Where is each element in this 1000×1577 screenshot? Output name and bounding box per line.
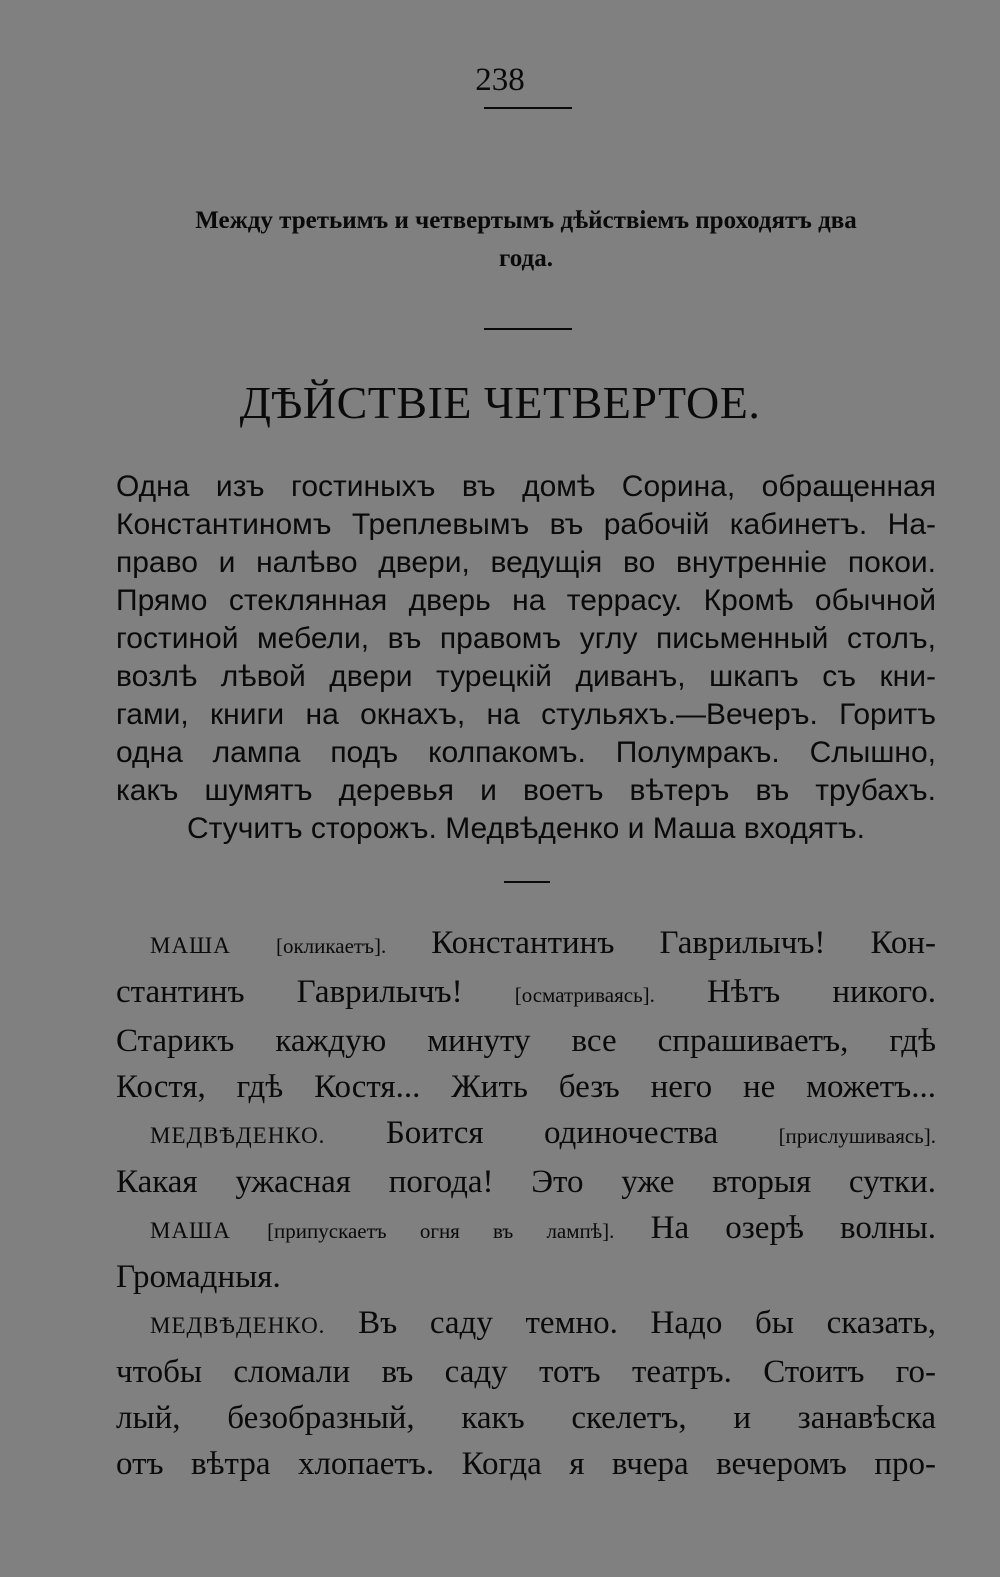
speaker-name: МЕДВѢДЕНКО. <box>150 1123 326 1148</box>
dialogue-line <box>116 1205 936 1254</box>
interval-note-line2: года. <box>499 245 553 272</box>
speech-text: стантинъ Гаврилычъ! <box>116 974 463 1010</box>
interval-note-line1: Между третьимъ и четвертымъ дѣйствіемъ проходятъ два <box>195 207 857 234</box>
speech-text: Нѣтъ никого. <box>707 974 936 1010</box>
divider-top <box>484 328 572 330</box>
stage-line: Стучитъ сторожъ. Медвѣденко и Маша входятъ. <box>186 812 866 845</box>
stage-line: Константиномъ Треплевымъ въ рабочій кабинетъ. На- <box>116 508 936 541</box>
page-number-underline <box>484 107 572 109</box>
dialogue-line: Громадныя. <box>116 1259 281 1295</box>
interval-note <box>116 202 936 278</box>
speaker-name: МАША <box>150 933 231 958</box>
dialogue-line: чтобы сломали въ саду тотъ театръ. Стоитъ го- <box>116 1354 936 1390</box>
stage-line: право и налѣво двери, ведущія во внутренніе покои. <box>116 546 936 579</box>
dialogue-line <box>116 1300 936 1349</box>
speech-text: Константинъ Гаврилычъ! Кон- <box>431 925 937 961</box>
speech-text: Боится одиночества <box>385 1115 719 1151</box>
stage-remark: [окликаетъ]. <box>275 934 387 958</box>
stage-remark: [осматриваясь]. <box>514 983 655 1007</box>
dialogue-line: Старикъ каждую минуту все спрашиваетъ, гдѣ <box>116 1023 936 1059</box>
stage-line: гами, книги на окнахъ, на стульяхъ.—Вечеръ. Горитъ <box>116 698 936 731</box>
speech-text: На озерѣ волны. <box>650 1210 937 1246</box>
stage-direction <box>116 468 936 848</box>
dialogue-line: Костя, гдѣ Костя... Жить безъ него не можетъ... <box>116 1069 936 1105</box>
speaker-name: МЕДВѢДЕНКО. <box>150 1313 326 1338</box>
dialogue-line <box>116 969 936 1018</box>
page-number: 238 <box>475 62 525 98</box>
dialogue <box>116 920 936 1487</box>
divider-mid <box>504 881 550 883</box>
stage-line: Одна изъ гостиныхъ въ домѣ Сорина, обращенная <box>116 470 936 503</box>
stage-line: какъ шумятъ деревья и воетъ вѣтеръ въ трубахъ. <box>116 774 936 807</box>
stage-line: гостиной мебели, въ правомъ углу письменный столъ, <box>116 622 936 655</box>
speaker-name: МАША <box>150 1218 231 1243</box>
dialogue-line <box>116 920 936 969</box>
stage-remark: [прислушиваясь]. <box>778 1124 937 1148</box>
dialogue-line: отъ вѣтра хлопаетъ. Когда я вчера вечеромъ про- <box>116 1446 936 1482</box>
dialogue-line <box>116 1110 936 1159</box>
dialogue-line: Какая ужасная погода! Это уже вторыя сутки. <box>116 1164 936 1200</box>
stage-remark: [припускаетъ огня въ лампѣ]. <box>267 1219 615 1243</box>
dialogue-line: лый, безобразный, какъ скелетъ, и занавѣска <box>116 1400 936 1436</box>
stage-line: Прямо стеклянная дверь на террасу. Кромѣ обычной <box>116 584 936 617</box>
stage-line: одна лампа подъ колпакомъ. Полумракъ. Слышно, <box>116 736 936 769</box>
speech-text: Въ саду темно. Надо бы сказать, <box>358 1305 936 1341</box>
stage-line: возлѣ лѣвой двери турецкій диванъ, шкапъ съ кни- <box>116 660 936 693</box>
act-title: ДѢЙСТВІЕ ЧЕТВЕРТОЕ. <box>239 377 761 428</box>
